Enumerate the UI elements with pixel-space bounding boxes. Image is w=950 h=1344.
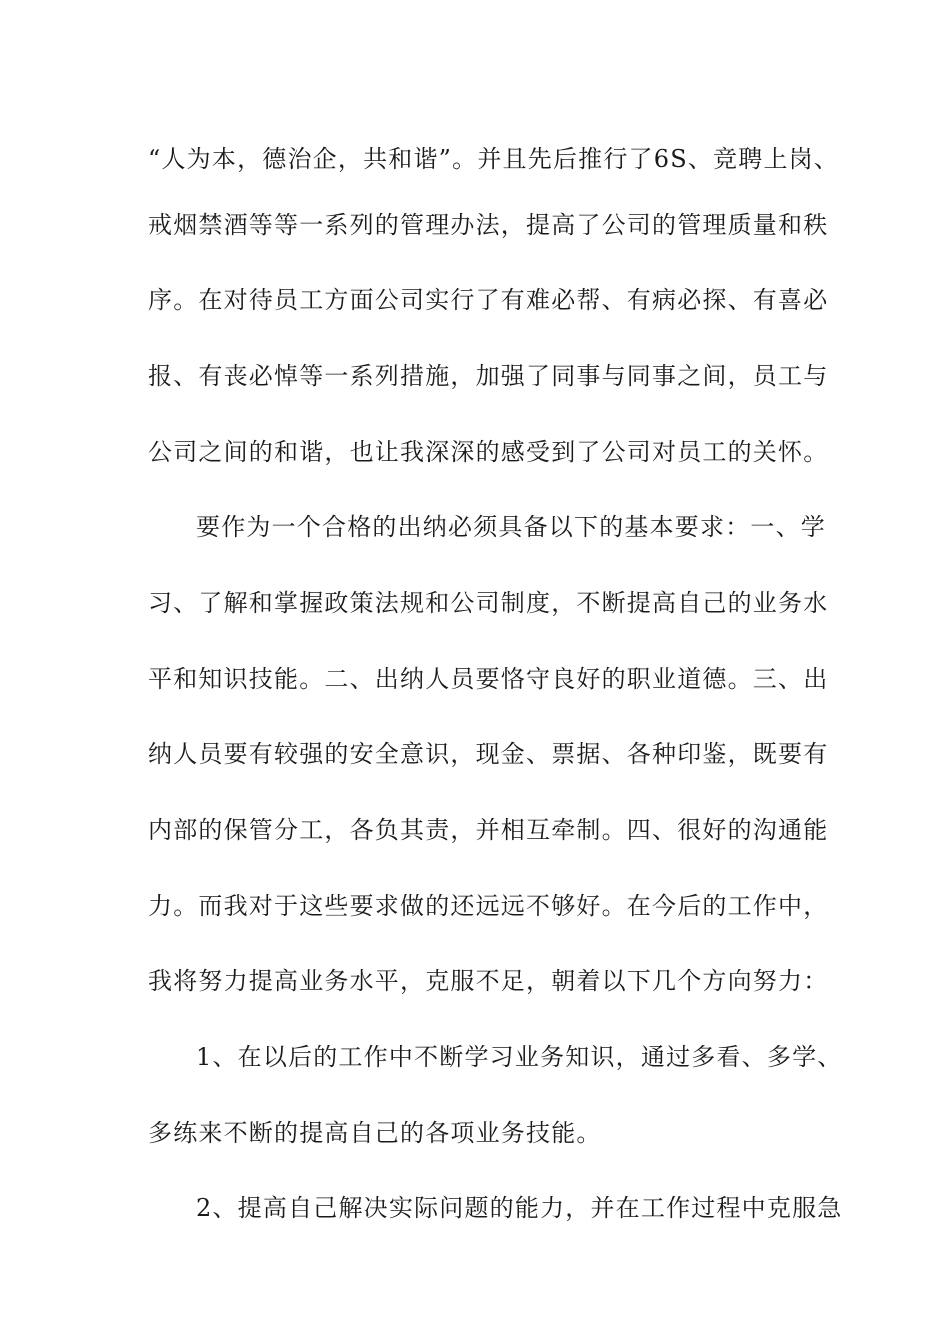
text-line: 报、有丧必悼等一系列措施，加强了同事与同事之间，员工与 — [148, 362, 829, 390]
text-line: 戒烟禁酒等等一系列的管理办法，提高了公司的管理质量和秩 — [148, 211, 829, 239]
list-item-1-line: 1、在以后的工作中不断学习业务知识，通过多看、多学、 — [196, 1043, 843, 1071]
text-line: 公司之间的和谐，也让我深深的感受到了公司对员工的关怀。 — [148, 438, 829, 466]
list-item-2-line: 2、提高自己解决实际问题的能力，并在工作过程中克服急 — [196, 1194, 843, 1222]
text-line: 内部的保管分工，各负其责，并相互牵制。四、很好的沟通能 — [148, 816, 829, 844]
text-line: 力。而我对于这些要求做的还远远不够好。在今后的工作中， — [148, 892, 829, 920]
text-line: “人为本，德治企，共和谐”。并且先后推行了6S、竞聘上岗、 — [148, 145, 840, 173]
text-line: 平和知识技能。二、出纳人员要恪守良好的职业道德。三、出 — [148, 665, 829, 693]
text-line: 纳人员要有较强的安全意识，现金、票据、各种印鉴，既要有 — [148, 740, 829, 768]
paragraph-start-line: 要作为一个合格的出纳必须具备以下的基本要求：一、学 — [196, 513, 826, 541]
text-line: 习、了解和掌握政策法规和公司制度，不断提高自己的业务水 — [148, 589, 829, 617]
text-line: 我将努力提高业务水平，克服不足，朝着以下几个方向努力： — [148, 967, 829, 995]
text-line: 序。在对待员工方面公司实行了有难必帮、有病必探、有喜必 — [148, 286, 829, 314]
text-line: 多练来不断的提高自己的各项业务技能。 — [148, 1119, 602, 1147]
